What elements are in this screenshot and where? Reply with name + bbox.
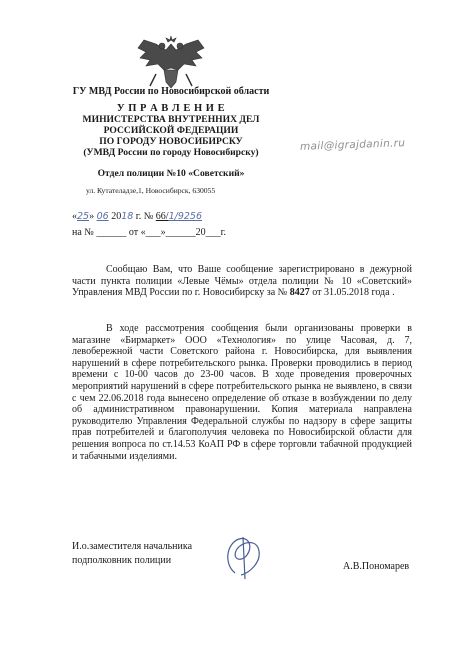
paragraph-inspection: В ходе рассмотрения сообщения были организованы проверки в магазине «Бирмаркет» ООО «Технология» по улице Часовая, д. 7, левобережной части Советского района г. Новосибирска, для выявления нарушений в сфере потребительского рынка. Проверки проводились в период времени с 10-00 часов до 23-00 часов. В ходе проведения проверочных мероприятий нарушений в сфере потребительского рынка не выявлено, в связи с чем 22.06.2018 года вынесено определение об отказе в возбуждении по делу об административном правонарушении. Копия материала направлена руководителю Управления Федеральной службы по надзору в сфере защиты прав потребителей и благополучия человека по Новосибирской области для решения вопроса по ст.14.53 КоАП РФ в сфере торговли табачной продукцией и табачными изделиями.: [72, 323, 412, 462]
department-name-block: [50, 114, 292, 158]
reg-month: 06: [96, 211, 109, 222]
date-quote-close: »: [89, 211, 95, 222]
paragraph1-date: от 31.05.2018 года .: [312, 287, 395, 299]
double-headed-eagle-emblem-icon: [136, 34, 206, 90]
paragraph1-text: Сообщаю Вам, что Ваше сообщение зарегистрировано в дежурной части пункта полиции «Левые Чёмы» отдела полиции № 10 «Советский» Управления МВД России по г. Новосибирску за №: [72, 264, 412, 299]
police-station-name: Отдел полиции №10 «Советский»: [97, 168, 245, 179]
paragraph-registration: [72, 264, 412, 299]
reg-year-word: г. №: [135, 211, 154, 222]
reg-number-prefix: 66/: [155, 211, 169, 222]
position-line: И.о.заместителя начальника: [72, 541, 193, 552]
handwritten-signature: [213, 533, 275, 581]
reference-line: на № ______ от «___»______20___г.: [72, 227, 227, 238]
date-quote-open: «: [72, 211, 77, 222]
signatory-name: А.В.Пономарев: [343, 561, 410, 572]
department-line: (УМВД России по городу Новосибирску): [83, 147, 259, 158]
handwritten-email: mail@igrajdanin.ru: [299, 137, 406, 153]
registration-line: [72, 211, 202, 222]
paragraph1-number: 8427: [289, 287, 310, 299]
signatory-position: [72, 540, 192, 568]
station-address: ул. Кутателадзе,1, Новосибирск, 630055: [86, 186, 216, 195]
reg-year-suffix: 18: [121, 211, 134, 222]
department-line: МИНИСТЕРСТВА ВНУТРЕННИХ ДЕЛ: [82, 114, 260, 125]
department-line: ПО ГОРОДУ НОВОСИБИРСКУ: [99, 136, 243, 147]
department-line: РОССИЙСКОЙ ФЕДЕРАЦИИ: [103, 125, 239, 136]
position-line: подполковник полиции: [72, 555, 172, 566]
reg-number: 1/9256: [168, 211, 202, 222]
reg-year-prefix: 20: [111, 211, 122, 222]
organization-name: ГУ МВД России по Новосибирской области: [72, 86, 270, 97]
reg-day: 25: [77, 211, 90, 222]
department-title: У П Р А В Л Е Н И Е: [116, 103, 226, 114]
